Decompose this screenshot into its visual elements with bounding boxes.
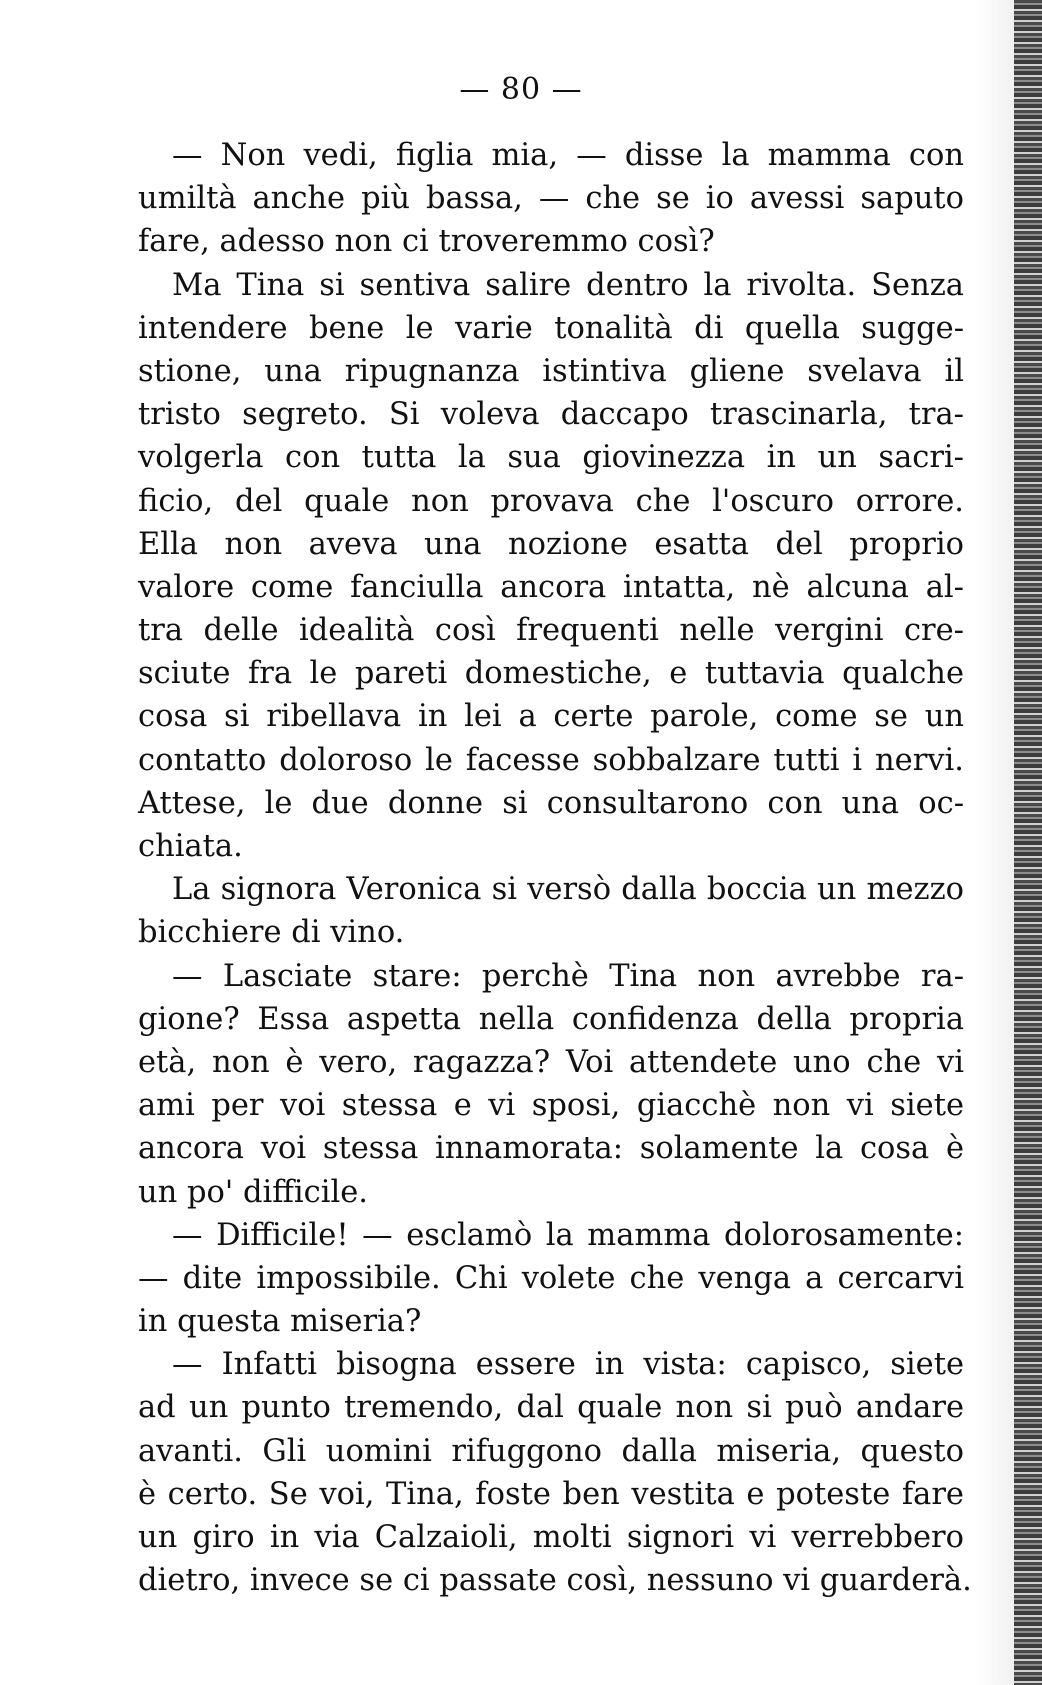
- text-line: — Infatti bisogna essere in vista: capisco, siete: [172, 1347, 964, 1383]
- text-line: gione? Essa aspetta nella confidenza della propria: [138, 1001, 964, 1037]
- text-line: — dite impossibile. Chi volete che venga a cercarvi: [138, 1260, 964, 1296]
- text-line: avanti. Gli uomini rifuggono dalla miseria, questo: [138, 1433, 964, 1469]
- text-line: — Lasciate stare: perchè Tina non avrebbe ra-: [172, 958, 964, 994]
- text-line: valore come fanciulla ancora intatta, nè alcuna al-: [138, 569, 964, 605]
- text-line: stione, una ripugnanza istintiva gliene svelava il: [138, 353, 964, 389]
- text-line: ami per voi stessa e vi sposi, giacchè non vi siete: [138, 1088, 964, 1124]
- text-line: è certo. Se voi, Tina, foste ben vestita e poteste fare: [138, 1476, 964, 1512]
- text-line: La signora Veronica si versò dalla boccia un mezzo: [172, 872, 964, 908]
- text-line: cosa si ribellava in lei a certe parole, come se un: [138, 699, 964, 735]
- text-line: età, non è vero, ragazza? Voi attendete uno che vi: [138, 1044, 964, 1080]
- page-edge-scan-artifact: [1014, 0, 1042, 1685]
- text-line: dietro, invece se ci passate così, nessuno vi guarderà.: [138, 1563, 972, 1599]
- text-line: intendere bene le varie tonalità di quella sugge-: [138, 310, 964, 346]
- text-line: Ma Tina si sentiva salire dentro la rivolta. Senza: [172, 267, 964, 303]
- text-line: in questa miseria?: [138, 1304, 422, 1340]
- text-line: un po' difficile.: [138, 1174, 368, 1210]
- text-line: volgerla con tutta la sua giovinezza in un sacri-: [138, 440, 964, 476]
- text-line: Attese, le due donne si consultarono con una oc-: [138, 785, 964, 821]
- page-edge-shadow: [974, 0, 1014, 1685]
- text-line: bicchiere di vino.: [138, 915, 405, 951]
- text-line: tra delle idealità così frequenti nelle vergini cre-: [138, 613, 964, 649]
- text-line: sciute fra le pareti domestiche, e tuttavia qualche: [138, 656, 964, 692]
- page-number: — 80 —: [459, 72, 583, 107]
- text-line: un giro in via Calzaioli, molti signori vi verrebbero: [138, 1520, 964, 1555]
- text-line: tristo segreto. Si voleva daccapo trascinarla, tra-: [138, 397, 964, 433]
- text-line: Ella non aveva una nozione esatta del proprio: [138, 526, 964, 562]
- text-line: ancora voi stessa innamorata: solamente la cosa è: [138, 1131, 964, 1167]
- text-line: — Difficile! — esclamò la mamma dolorosamente:: [172, 1217, 964, 1253]
- text-line: umiltà anche più bassa, — che se io avessi saputo: [138, 181, 964, 217]
- text-line: ficio, del quale non provava che l'oscuro orrore.: [138, 483, 964, 519]
- body-text: [138, 134, 972, 1602]
- text-line: fare, adesso non ci troveremmo così?: [138, 224, 715, 260]
- text-line: ad un punto tremendo, dal quale non si può andare: [138, 1390, 964, 1426]
- text-line: — Non vedi, figlia mia, — disse la mamma con: [172, 138, 964, 173]
- text-line: contatto doloroso le facesse sobbalzare tutti i nervi.: [138, 742, 964, 778]
- text-line: chiata.: [138, 829, 243, 864]
